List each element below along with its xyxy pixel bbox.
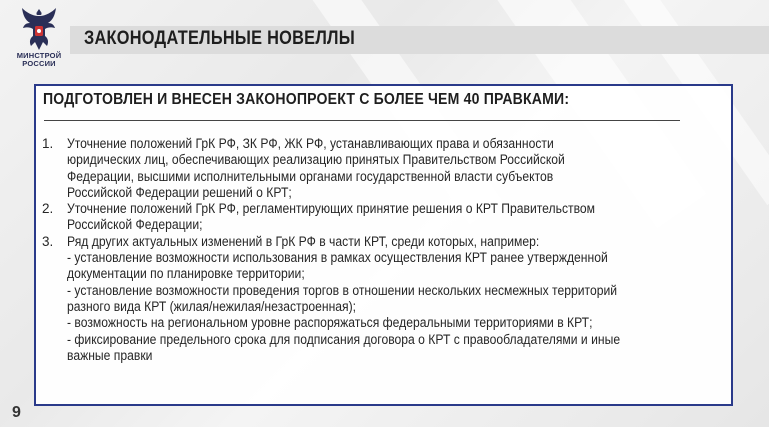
sub-item-text: - установление возможности использования в рамках осуществления КРТ ранее утвержденной — [67, 250, 608, 266]
sub-item-text: разного вида КРТ (жилая/нежилая/незастроенная); — [67, 298, 357, 314]
item-number: 1. — [42, 136, 54, 151]
amendments-list — [42, 136, 722, 364]
logo-text-line1: МИНСТРОЙ — [16, 51, 62, 60]
item-number: 3. — [42, 233, 54, 249]
sub-item-text: - возможность на региональном уровне распоряжаться федеральными территориями в КРТ; — [67, 315, 593, 331]
item-text: Российской Федерации решений о КРТ; — [67, 184, 292, 200]
sub-item-text: - фиксирование предельного срока для подписания договора о КРТ с правообладателями и иные — [67, 331, 621, 347]
sub-item-text: документации по планировке территории; — [67, 266, 305, 282]
item-number: 2. — [42, 201, 54, 217]
item-text: Федерации, высшими исполнительными органами государственной власти субъектов — [67, 168, 554, 184]
panel-heading: ПОДГОТОВЛЕН И ВНЕСЕН ЗАКОНОПРОЕКТ С БОЛЕЕ ЧЕМ 40 ПРАВКАМИ: — [43, 91, 570, 108]
item-text: Российской Федерации; — [67, 217, 203, 233]
logo-text-line2: РОССИИ — [22, 59, 56, 68]
ministry-logo — [10, 6, 68, 74]
sub-item-text: важные правки — [67, 347, 153, 363]
list-item — [42, 136, 722, 201]
heading-divider — [44, 120, 680, 121]
page-number: 9 — [12, 404, 21, 421]
item-text: Ряд других актуальных изменений в ГрК РФ в части КРТ, среди которых, например: — [67, 233, 540, 249]
double-headed-eagle-icon — [20, 6, 58, 52]
list-item — [42, 234, 722, 364]
sub-list — [67, 250, 722, 364]
item-text: юридических лиц, обеспечивающих реализацию принятых Правительством Российской — [67, 152, 565, 168]
slide-title: ЗАКОНОДАТЕЛЬНЫЕ НОВЕЛЛЫ — [84, 28, 356, 49]
item-text: Уточнение положений ГрК РФ, ЗК РФ, ЖК РФ, устанавливающих права и обязанности — [67, 136, 554, 151]
item-text: Уточнение положений ГрК РФ, регламентирующих принятие решения о КРТ Правительством — [67, 201, 596, 217]
list-item — [42, 201, 722, 234]
sub-item-text: - установление возможности проведения торгов в отношении нескольких несмежных территорий — [67, 282, 618, 298]
